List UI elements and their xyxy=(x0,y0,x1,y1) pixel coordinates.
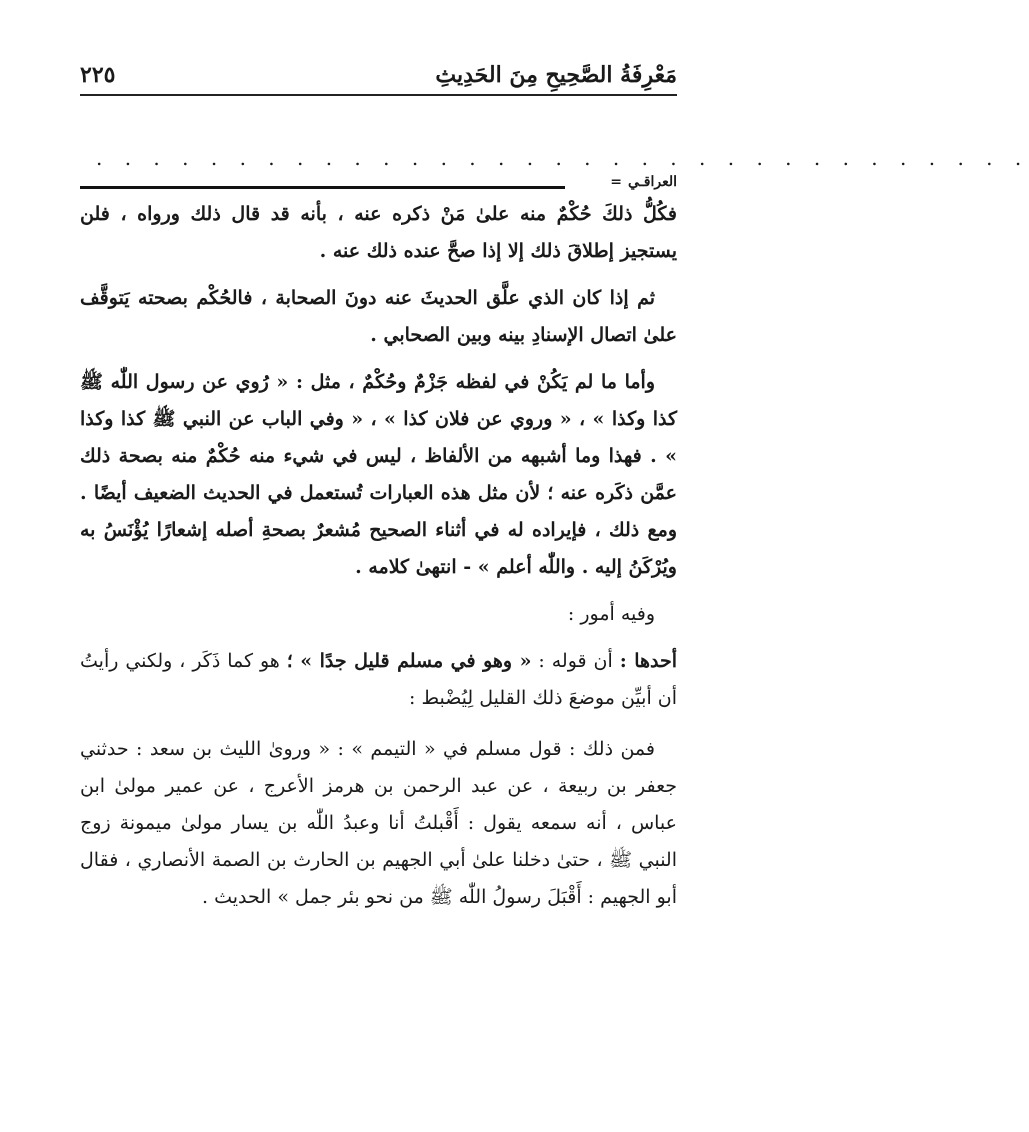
note-first-text-b: هو كما ذَكَر ، ولكني رأيتُ أن أبيِّن موضعَ ذلك القليل لِيُضْبط : xyxy=(80,650,677,709)
running-title: مَعْرِفَةُ الصَّحِيحِ مِنَ الحَدِيثِ xyxy=(435,62,677,88)
commentary-rule xyxy=(80,186,565,189)
commentary-label xyxy=(610,174,677,190)
note-first xyxy=(80,643,677,717)
page-header xyxy=(80,52,677,88)
notes-intro: وفيه أمور : xyxy=(567,603,655,625)
ellipsis-dots: . . . . . . . . . . . . . . . . . . . . . . . . . . . . . . . . . xyxy=(96,146,1029,170)
page-body xyxy=(80,196,677,926)
note-example: فمن ذلك : قول مسلم في « التيمم » : « وروىٰ الليث بن سعد : حدثني جعفر بن ربيعة ، عن عبد الرحمن بن هرمز الأعرج ، عن عمير مولىٰ ابن عباس ، أنه سمعه يقول : أَقْبلتُ أنا وعبدُ اللّٰه بن يسار مولىٰ ميمونة زوج النبي ﷺ ، حتىٰ دخلنا علىٰ أبي الجهيم بن الحارث بن الصمة الأنصاري ، فقال أبو الجهيم : أَقْبَلَ رسولُ اللّٰه ﷺ من نحو بئر جمل » الحديث . xyxy=(80,738,677,908)
commentary-marker: = xyxy=(610,174,622,190)
commentary-author: العراقـي xyxy=(628,174,677,190)
note-first-label: أحدها : xyxy=(619,650,678,672)
header-rule xyxy=(80,94,677,96)
note-first-quote: « وهو في مسلم قليل جدًا » ؛ xyxy=(286,650,532,672)
note-first-text-a: أن قوله : xyxy=(538,650,613,672)
page-number: ٢٢٥ xyxy=(80,62,116,88)
commentary-paragraph-1: فكُلُّ ذلكَ حُكْمٌ منه علىٰ مَنْ ذكره عنه ، بأنه قد قال ذلك ورواه ، فلن يستجيز إطلاقَ ذلك إلا إذا صحَّ عنده ذلك عنه . xyxy=(80,203,677,262)
commentary-paragraph-2: ثم إذا كان الذي علَّق الحديثَ عنه دونَ الصحابة ، فالحُكْم بصحته يَتوقَّف علىٰ اتصال الإسنادِ بينه وبين الصحابي . xyxy=(80,287,677,346)
commentary-paragraph-3: وأما ما لم يَكُنْ في لفظه جَزْمٌ وحُكْمٌ ، مثل : « رُوي عن رسول اللّٰه ﷺ كذا وكذا » ، « وروي عن فلان كذا » ، « وفي الباب عن النبي ﷺ كذا وكذا » . فهذا وما أشبهه من الألفاظ ، ليس في شيء منه حُكْمٌ منه بصحة ذلك عمَّن ذكَره عنه ؛ لأن مثل هذه العبارات تُستعمل في الحديث الضعيف أيضًا . ومع ذلك ، فإيراده له في أثناء الصحيح مُشعرٌ بصحةِ أصله إشعارًا يُؤْنَسُ به ويُرْكَنُ إليه . واللّٰه أعلم » - انتهىٰ كلامه . xyxy=(80,371,677,578)
